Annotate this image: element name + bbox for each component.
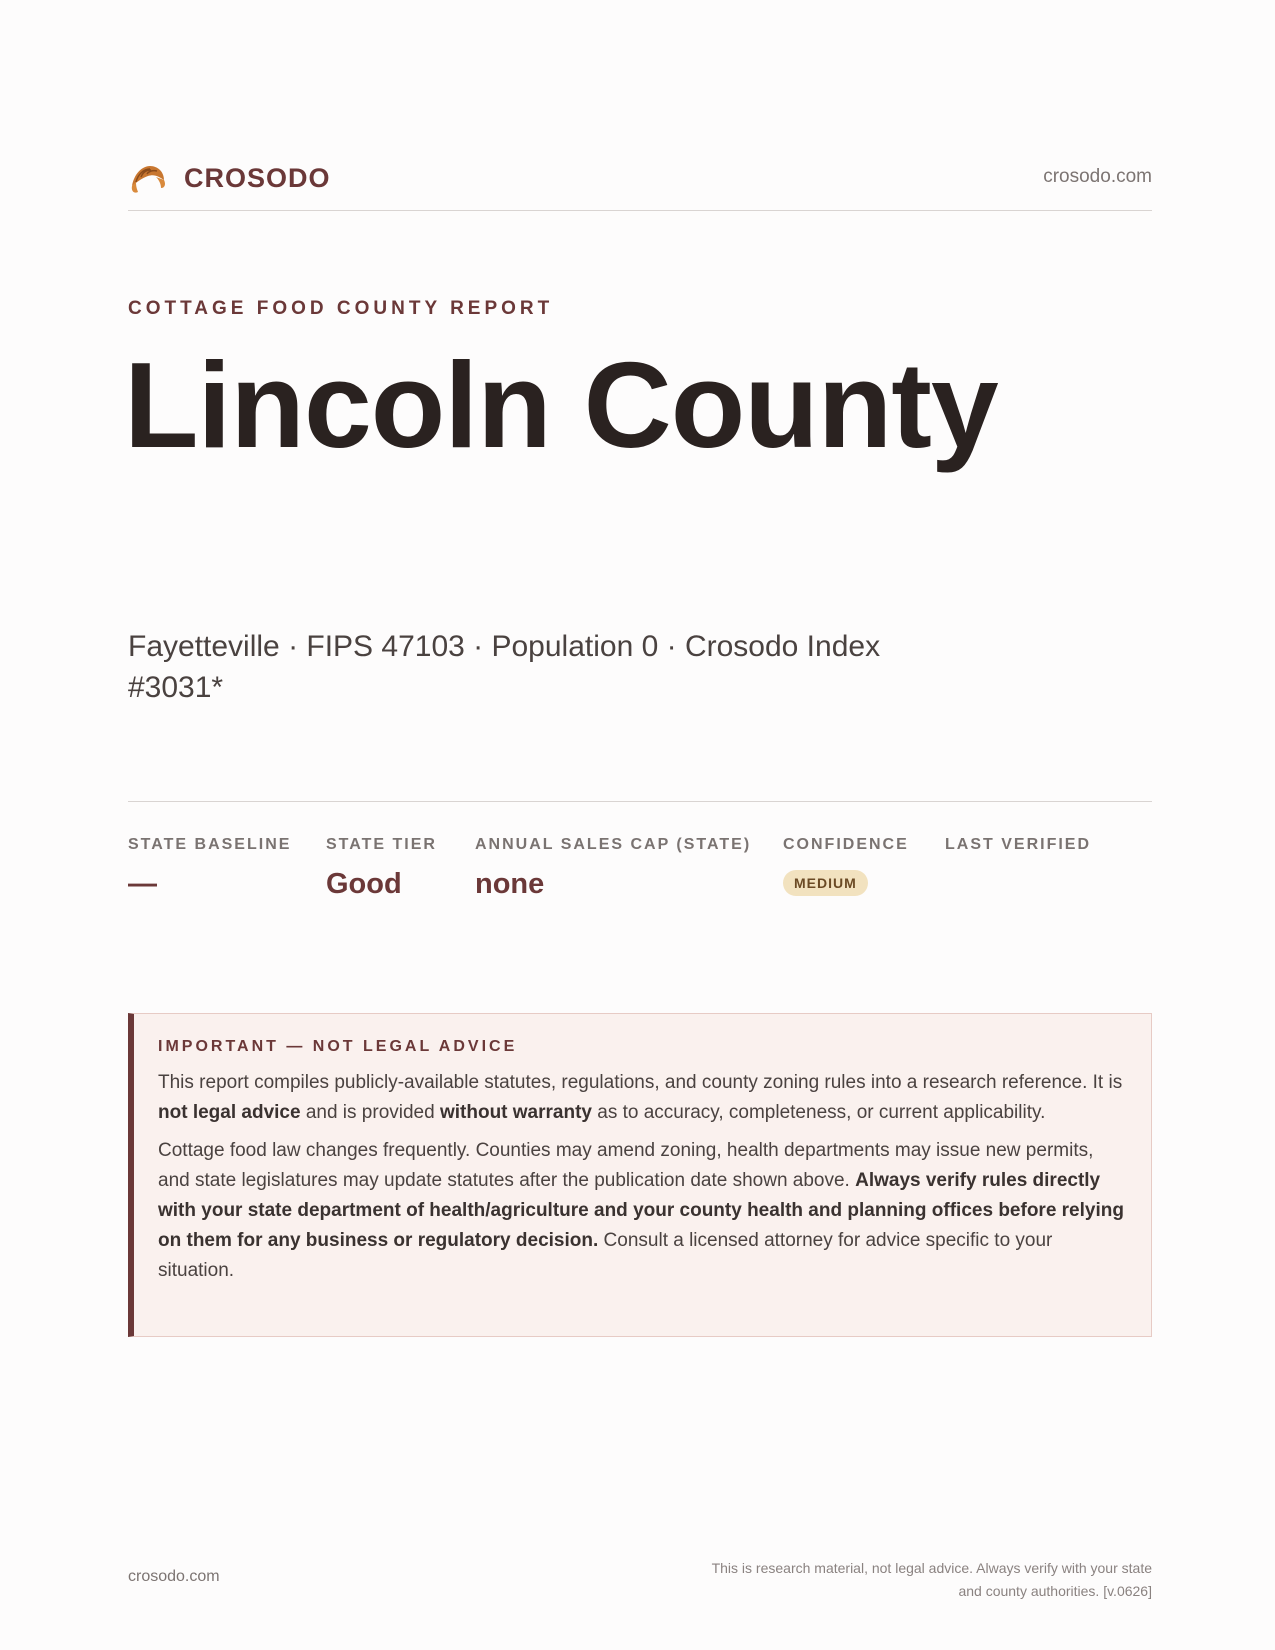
- legal-notice: [128, 1013, 1152, 1337]
- notice-emphasis: not legal advice: [158, 1102, 301, 1123]
- stat-state-baseline: [128, 836, 291, 901]
- notice-heading: IMPORTANT — NOT LEGAL ADVICE: [158, 1038, 518, 1055]
- stat-confidence: [783, 836, 909, 896]
- site-link[interactable]: crosodo.com: [1043, 166, 1152, 187]
- notice-text: Cottage food law changes frequently. Counties may amend zoning, health departments may issue new permits, and state legislatures may update statutes after the publication date shown above.: [158, 1140, 1094, 1191]
- stat-label: CONFIDENCE: [783, 836, 909, 853]
- section-divider: [128, 801, 1152, 802]
- stat-label: STATE BASELINE: [128, 836, 292, 853]
- croissant-icon: [128, 158, 168, 198]
- stat-label: LAST VERIFIED: [945, 836, 1092, 853]
- stat-value: —: [128, 868, 157, 900]
- stat-state-tier: [326, 836, 437, 901]
- footer-disclaimer-line: This is research material, not legal advice. Always verify with your state: [711, 1560, 1152, 1576]
- report-page: [124, 0, 1152, 1650]
- header-divider: [128, 210, 1152, 211]
- footer-site[interactable]: crosodo.com: [128, 1568, 220, 1585]
- stat-value: Good: [326, 868, 402, 900]
- stat-sales-cap: [475, 836, 751, 901]
- stats-row: [128, 836, 1152, 916]
- page-header: [128, 158, 1152, 210]
- footer-disclaimer-line: and county authorities. [v.0626]: [958, 1583, 1152, 1599]
- logo: [128, 158, 331, 198]
- notice-emphasis: without warranty: [439, 1102, 592, 1123]
- confidence-badge: MEDIUM: [783, 870, 868, 896]
- footer-disclaimer: [632, 1557, 1152, 1603]
- stat-label: STATE TIER: [326, 836, 437, 853]
- notice-text: and is provided: [300, 1102, 440, 1123]
- stat-value: none: [475, 868, 545, 900]
- brand-name: CROSODO: [184, 162, 331, 193]
- notice-emphasis: Always verify rules directly with your state department of health/agriculture and your county health and planning offices before relying on them for any business or regulatory decision.: [158, 1170, 1124, 1251]
- page-title: Lincoln County: [124, 337, 998, 473]
- stat-last-verified: [945, 836, 1091, 868]
- notice-text: Consult a licensed attorney for advice specific to your situation.: [158, 1230, 1053, 1281]
- notice-paragraph: [158, 1136, 1125, 1286]
- report-eyebrow: COTTAGE FOOD COUNTY REPORT: [128, 298, 554, 319]
- page-subtitle: Fayetteville · FIPS 47103 · Population 0 · Crosodo Index #3031*: [128, 630, 881, 704]
- notice-text: This report compiles publicly-available statutes, regulations, and county zoning rules into a research reference. It is: [158, 1072, 1123, 1093]
- notice-paragraph: [158, 1068, 1125, 1128]
- stat-label: ANNUAL SALES CAP (STATE): [475, 836, 752, 853]
- notice-text: as to accuracy, completeness, or current applicability.: [591, 1102, 1046, 1123]
